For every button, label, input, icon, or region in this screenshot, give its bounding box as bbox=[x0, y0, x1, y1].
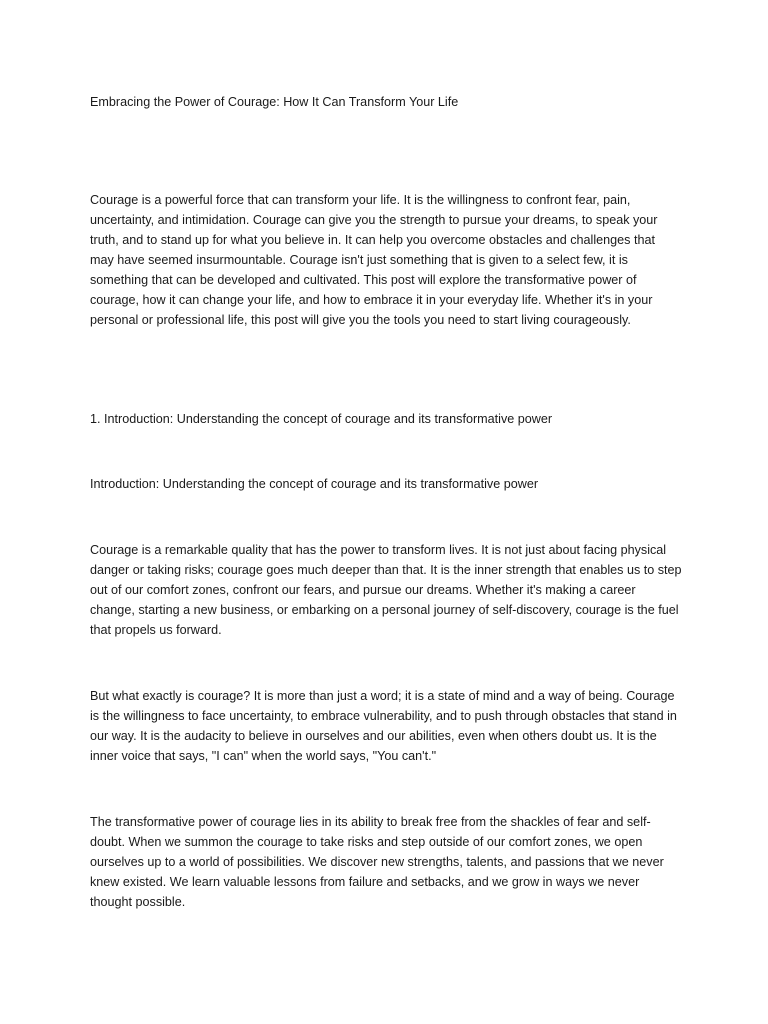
document-title: Embracing the Power of Courage: How It Can Transform Your Life bbox=[90, 95, 459, 109]
intro-paragraph: Courage is a powerful force that can transform your life. It is the willingness to confront fear, pain, uncertainty, and intimidation. Courage can give you the strength to pursue your dreams, to speak your truth, and to stand up for what you believe in. It can help you overcome obstacles and challenges that may have seemed insurmountable. Courage isn't just something that is given to a select few, it is something that can be developed and cultivated. This post will explore the transformative power of courage, how it can change your life, and how to embrace it in your everyday life. Whether it's in your personal or professional life, this post will give you the tools you need to start living courageously. bbox=[90, 193, 658, 327]
body-paragraph: The transformative power of courage lies in its ability to break free from the shackles of fear and self-doubt. When we summon the courage to take risks and step outside of our comfort zones, we open ourselves up to a world of possibilities. We discover new strengths, talents, and passions that we never knew existed. We learn valuable lessons from failure and setbacks, and we grow in ways we never thought possible. bbox=[90, 815, 664, 909]
section-heading: Introduction: Understanding the concept of courage and its transformative power bbox=[90, 477, 539, 491]
body-paragraph: Courage is a remarkable quality that has the power to transform lives. It is not just about facing physical danger or taking risks; courage goes much deeper than that. It is the inner strength that enables us to step out of our comfort zones, confront our fears, and pursue our dreams. Whether it's making a career change, starting a new business, or embarking on a personal journey of self-discovery, courage is the fuel that propels us forward. bbox=[90, 543, 682, 637]
section-heading-numbered: 1. Introduction: Understanding the concept of courage and its transformative power bbox=[90, 412, 553, 426]
body-paragraph: But what exactly is courage? It is more than just a word; it is a state of mind and a way of being. Courage is the willingness to face uncertainty, to embrace vulnerability, and to push through obstacles that stand in our way. It is the audacity to believe in ourselves and our abilities, even when others doubt us. It is the inner voice that says, "I can" when the world says, "You can't." bbox=[90, 689, 677, 763]
